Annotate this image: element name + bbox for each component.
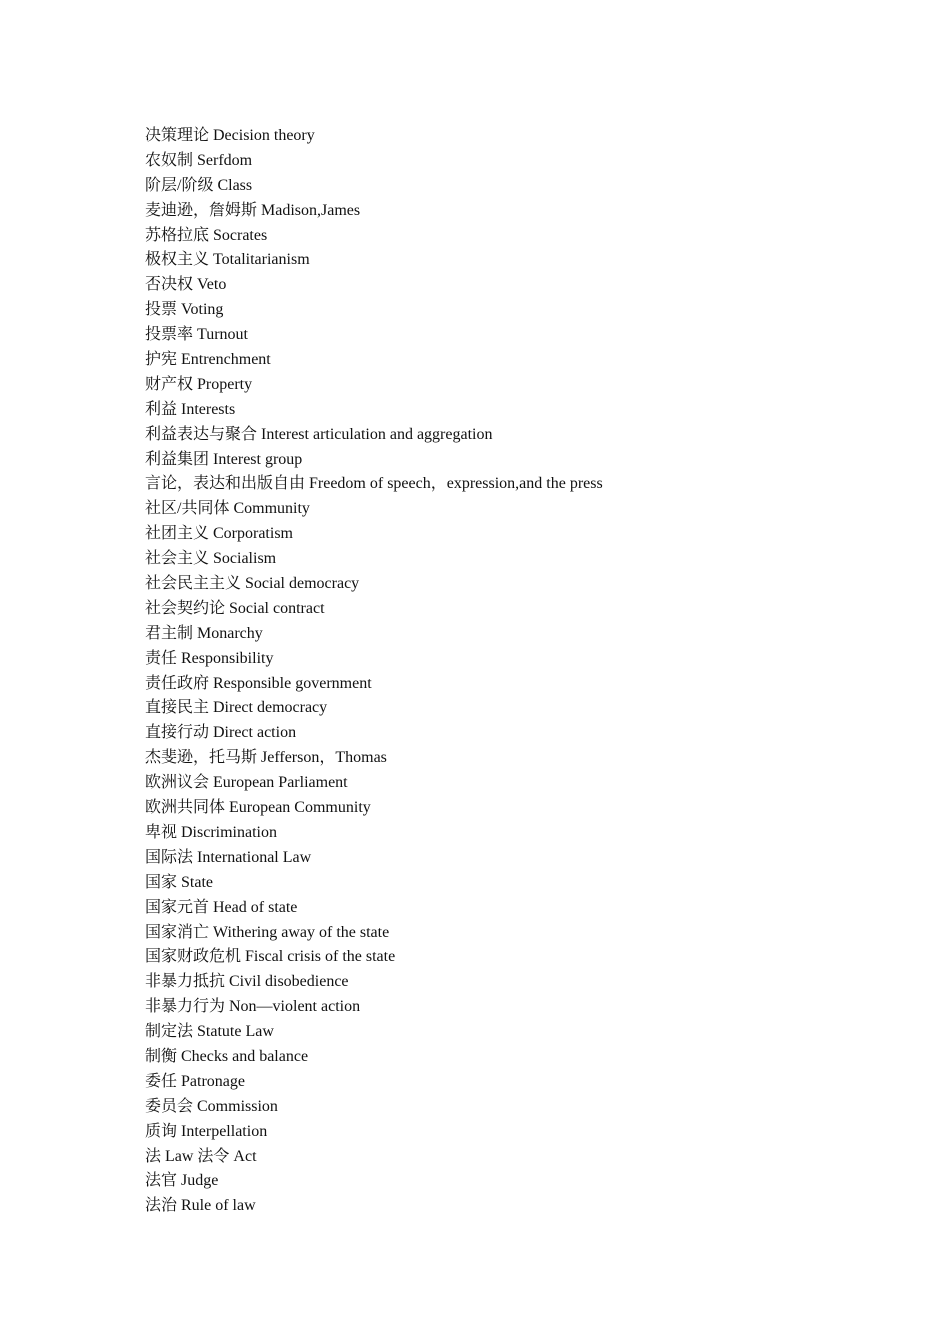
glossary-entry: 国际法 International Law [145,848,312,866]
glossary-entry: 利益 Interests [145,400,236,418]
glossary-entry: 社会主义 Socialism [145,550,277,568]
glossary-entry: 农奴制 Serfdom [145,151,253,169]
glossary-entry: 社会契约论 Social contract [145,599,325,617]
glossary-entry: 投票率 Turnout [145,326,248,344]
glossary-entry: 利益表达与聚合 Interest articulation and aggregation [145,425,493,443]
glossary-entry: 极权主义 Totalitarianism [145,251,310,269]
glossary-entry: 护宪 Entrenchment [145,351,271,369]
glossary-entry: 法 Law 法令 Act [145,1147,257,1165]
glossary-entry: 制衡 Checks and balance [145,1047,309,1065]
glossary-entry: 君主制 Monarchy [145,624,263,642]
glossary-entry: 非暴力抵抗 Civil disobedience [145,973,349,991]
glossary-entry: 社区/共同体 Community [145,500,310,518]
glossary-entry: 责任 Responsibility [145,649,274,667]
glossary-entry: 国家消亡 Withering away of the state [145,923,390,941]
glossary-entry: 麦迪逊，詹姆斯 Madison,James [145,201,361,219]
glossary-entry: 直接行动 Direct action [145,724,297,742]
glossary-entry: 委员会 Commission [145,1097,278,1115]
glossary-entry: 投票 Voting [145,301,224,319]
glossary-entry: 直接民主 Direct democracy [145,699,328,717]
glossary-entry: 欧洲共同体 European Community [145,799,371,817]
glossary-entry: 杰斐逊，托马斯 Jefferson，Thomas [145,749,387,767]
glossary-entry: 欧洲议会 European Parliament [145,774,348,792]
glossary-entry: 法治 Rule of law [145,1197,256,1215]
glossary-entry: 社会民主主义 Social democracy [145,575,360,593]
glossary-entry: 国家财政危机 Fiscal crisis of the state [145,948,396,966]
glossary-entry: 决策理论 Decision theory [145,127,315,144]
glossary-entry: 财产权 Property [145,375,253,393]
glossary-entry: 卑视 Discrimination [145,823,277,841]
glossary-entry: 利益集团 Interest group [145,450,303,468]
glossary-entry: 委任 Patronage [145,1072,245,1090]
glossary-entry: 国家元首 Head of state [145,898,298,916]
glossary-entry: 制定法 Statute Law [145,1023,274,1041]
glossary-entry: 言论，表达和出版自由 Freedom of speech，expression,and the press [145,475,603,493]
glossary-entry: 法官 Judge [145,1172,219,1190]
glossary-entry: 阶层/阶级 Class [145,176,253,194]
glossary-entry: 社团主义 Corporatism [145,525,293,543]
glossary-entry: 责任政府 Responsible government [145,674,372,692]
glossary-entry: 否决权 Veto [145,276,227,294]
glossary-entry: 质询 Interpellation [145,1122,268,1140]
glossary-entry: 非暴力行为 Non—violent action [145,998,361,1016]
glossary-entry: 国家 State [145,873,213,891]
glossary-entry: 苏格拉底 Socrates [145,226,268,244]
glossary-list [145,124,603,1219]
